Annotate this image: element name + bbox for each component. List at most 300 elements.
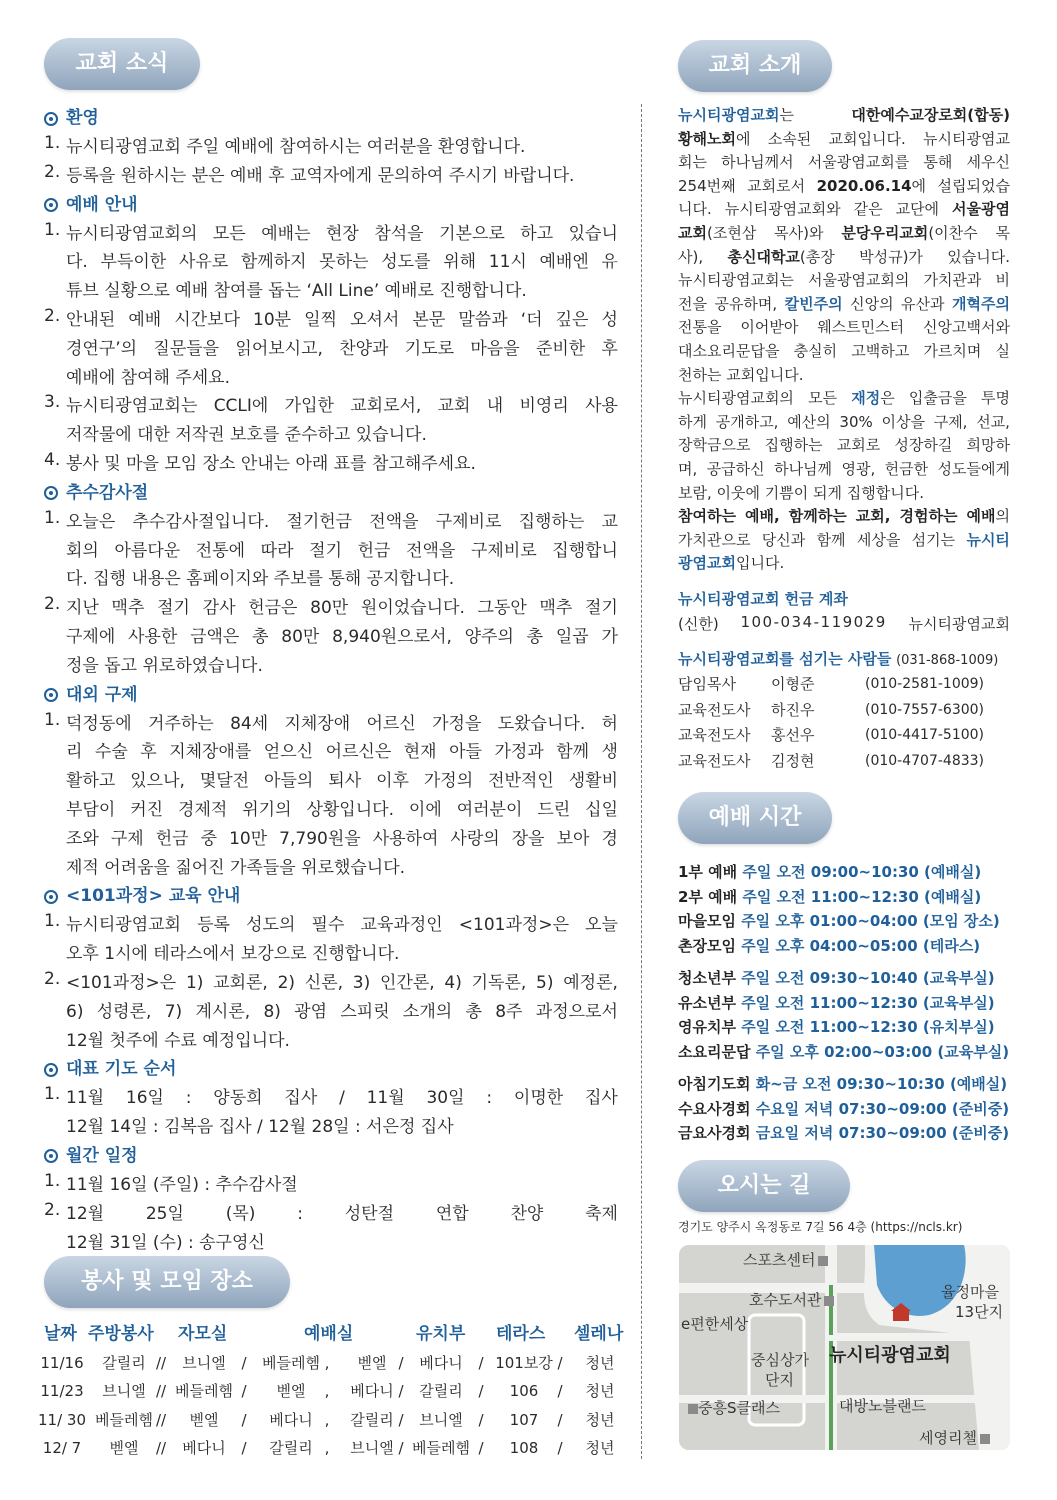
word: 어르신 [366, 713, 416, 734]
intro-text: 뉴시티광염교회와 [724, 200, 841, 219]
intro-word [938, 458, 1010, 482]
schedule-time: 주일 오전 11:00~12:30 (유치부실) [741, 1018, 995, 1036]
text-line: 오후 1시에 테라스에서 보강으로 진행합니다. [66, 944, 400, 965]
word: 다. [66, 252, 88, 273]
news-section-title [44, 104, 618, 133]
schedule-time: 금요일 저녁 07:30~09:00 (준비중) [755, 1124, 1010, 1142]
table-cell: / [478, 1439, 484, 1457]
word: 유 [601, 252, 618, 273]
word: 헌금 [155, 828, 189, 849]
word: 안내된 [66, 309, 116, 330]
word: 있으나, [130, 771, 185, 792]
word: 집행합니 [552, 540, 618, 561]
staff-title: 뉴시티광염교회를 섬기는 사람들 [678, 650, 892, 668]
intro-text: 교회로 [836, 436, 881, 455]
table-cell: 청년 [585, 1382, 615, 1400]
table-header-cell: 예배실 [304, 1324, 354, 1344]
table-cell: // [155, 1353, 167, 1372]
word: 맥추 [111, 598, 145, 619]
intro-text: 칼빈주의 [784, 294, 843, 313]
word: 80만 [310, 598, 349, 619]
word: 후 [140, 742, 157, 763]
text-line: 다. 집행 내용은 홈페이지와 주보를 통해 공지합니다. [66, 569, 455, 590]
intro-text: 예산의 [787, 412, 831, 431]
word: 회의 [66, 540, 99, 561]
intro-line [678, 198, 1010, 222]
word: 찬양과 [339, 338, 389, 359]
intro-text: 254번째 [678, 176, 736, 195]
staff-name: 김정현 [771, 751, 815, 770]
intro-word [851, 387, 894, 411]
building-icon [818, 1256, 828, 1266]
word: 퇴사 [328, 771, 362, 792]
intro-word [923, 340, 981, 364]
table-cell: / [478, 1353, 484, 1372]
news-section-title [44, 1142, 618, 1171]
item-number: 1. [44, 219, 61, 240]
word: 감사 [202, 598, 236, 619]
word: 마음을 [470, 338, 520, 359]
staff-row [678, 698, 1010, 723]
text-line: 저작물에 대한 저작권 보호를 준수하고 있습니다. [66, 425, 427, 446]
text-line [66, 248, 618, 277]
map-label-apt2: 13단지 [955, 1303, 1004, 1321]
church-intro [678, 104, 1010, 576]
staff-row [678, 723, 1010, 748]
word: 예정론, [563, 972, 618, 993]
word: 아들의 [264, 771, 314, 792]
intro-text: (조현삼 [706, 223, 757, 242]
intro-text: 교회로서 [747, 176, 806, 195]
intro-word [923, 128, 1010, 152]
date-cell: 11/16 [40, 1353, 84, 1372]
intro-text: 교회, [855, 507, 891, 526]
intro-word [714, 293, 777, 317]
table-cell: 브니엘 [182, 1353, 226, 1372]
item-text [66, 508, 618, 594]
word: 사랑의 [450, 828, 500, 849]
intro-line [678, 222, 1010, 246]
news-item [44, 1200, 618, 1258]
word: 성 [601, 309, 618, 330]
table-cell: / [241, 1382, 247, 1400]
intro-text: 전을 [678, 294, 707, 313]
word: 여러분이 [456, 799, 523, 820]
intro-word [934, 411, 968, 435]
intro-word [765, 434, 823, 458]
intro-text: 예배, [745, 507, 780, 526]
intro-text: 뉴시티광염교 [923, 129, 1010, 148]
intro-text: 목 [995, 223, 1010, 242]
table-row [44, 1434, 624, 1463]
intro-word [678, 529, 750, 553]
intro-text: 회는 [678, 153, 707, 172]
intro-text: 2020.06.14 [816, 176, 912, 195]
table-cell: 브니엘 [102, 1382, 146, 1400]
word: 구제에 [66, 626, 116, 647]
word: 그동안 [477, 598, 527, 619]
text-line: 11월 16일 (주일) : 추수감사절 [66, 1174, 298, 1195]
target-bullet-icon [44, 1149, 58, 1163]
intro-text: 재정 [851, 389, 881, 408]
news-section-title [44, 191, 618, 220]
word: 전반적인 [488, 771, 554, 792]
intro-text: 박성규)가 [859, 247, 923, 266]
intro-line [678, 316, 1010, 340]
intro-word [794, 340, 837, 364]
staff-role: 교육전도사 [678, 700, 751, 719]
schedule-name: 금요사경회 [678, 1124, 756, 1142]
word: 오셔서 [350, 309, 400, 330]
schedule-name: 1부 예배 [678, 863, 743, 881]
schedule-time: 화~금 오전 09:30~10:30 (예배실) [755, 1075, 1008, 1093]
target-bullet-icon [44, 890, 58, 904]
table-cell: / [398, 1382, 404, 1400]
table-cell: 베다니 [419, 1353, 463, 1372]
table-cell: 갈릴리 [269, 1439, 313, 1457]
word: 16일 [125, 1088, 164, 1109]
map-label-daebang: 대방노블랜드 [839, 1397, 926, 1415]
intro-text: 영광, [841, 459, 876, 478]
word: 일곱 [555, 626, 589, 647]
word: 전통에 [195, 540, 246, 561]
word: 80만 [281, 626, 320, 647]
intro-text: 교회 [678, 223, 707, 242]
staff-header [678, 648, 998, 669]
table-cell: 벧엘 [357, 1353, 387, 1372]
schedule-row [678, 1072, 1010, 1096]
building-icon [688, 1404, 698, 1414]
intro-text: 이어받아 [740, 318, 799, 337]
item-number: 4. [44, 449, 61, 470]
intro-word [678, 505, 736, 529]
table-cell: 베다니 [350, 1382, 394, 1400]
word: 교육과정인 [360, 915, 443, 936]
intro-word [678, 293, 707, 317]
word: 절기 [157, 598, 190, 619]
intro-text: 서울광염교회의 [807, 271, 910, 290]
word: 구제비로 [435, 511, 502, 532]
word: 6) [66, 1001, 84, 1022]
item-number: 1. [44, 709, 61, 730]
intro-word [966, 151, 1009, 175]
schedule-name: 영유치부 [678, 1018, 742, 1036]
word: 등록 [197, 915, 230, 936]
intro-word [678, 222, 756, 246]
map-label-center2: 단지 [765, 1371, 794, 1389]
intro-line [678, 293, 1010, 317]
intro-word [938, 175, 1010, 199]
table-cell: 베들레헴 [175, 1382, 233, 1400]
item-text [66, 1084, 618, 1142]
intro-text: 경험하는 [899, 507, 958, 526]
intro-text: 은 [880, 389, 895, 408]
text-line: 12월 첫주에 수료 예정입니다. [66, 1030, 290, 1051]
intro-word [856, 505, 891, 529]
map-label-seyoung: 세영리첼 [919, 1427, 990, 1448]
table-cell: 청년 [585, 1439, 615, 1457]
news-item [44, 162, 618, 191]
schedule-time: 주일 오전 09:00~10:30 (예배실) [742, 863, 982, 881]
text-line [66, 738, 618, 767]
table-cell: 베다니 [182, 1439, 226, 1457]
staff-role: 담임목사 [678, 675, 736, 693]
intro-word [923, 316, 1010, 340]
item-number: 2. [44, 968, 61, 989]
word: 성령론, [96, 1001, 152, 1022]
intro-text: 실 [995, 341, 1010, 360]
item-text [66, 594, 618, 680]
date-cell: 11/23 [40, 1382, 84, 1400]
table-header-cell: 유치부 [416, 1324, 466, 1344]
intro-word [747, 175, 805, 199]
word: 절기 [309, 540, 342, 561]
intro-text: 사), [678, 247, 704, 266]
intro-word [841, 458, 875, 482]
table-header-cell: 테라스 [496, 1324, 546, 1344]
text-line [66, 392, 618, 421]
staff-name: 홍선우 [771, 726, 815, 744]
word: 기독론, [471, 972, 527, 993]
table-cell: 브니엘 [350, 1439, 394, 1457]
intro-word [952, 198, 1010, 222]
word: 사용하여 [372, 828, 439, 849]
intro-word [745, 505, 780, 529]
word: 헌금 [357, 540, 391, 561]
item-text [66, 220, 618, 306]
intro-text: 가치관과 [923, 271, 982, 290]
word: 지체장애를 [169, 742, 252, 763]
table-cell: / [398, 1353, 404, 1372]
word: 가정을 [432, 713, 482, 734]
intro-text: 하나님께 [774, 459, 833, 478]
word: 지체장애 [284, 713, 351, 734]
word: 인간론, [379, 972, 435, 993]
intro-word [839, 411, 872, 435]
intro-text: 설립되었습 [937, 176, 1010, 195]
schedule-time: 주일 오전 09:30~10:40 (교육부실) [741, 969, 995, 987]
text-line: 정을 돕고 위로하였습니다. [66, 655, 263, 676]
word: 성탄절 [344, 1203, 395, 1224]
word: CCLI에 [213, 396, 269, 417]
item-text [66, 969, 618, 1055]
word: 사용 [585, 396, 618, 417]
word: 3) [352, 972, 371, 993]
intro-text: 공급하신 [706, 459, 765, 478]
news-item [44, 220, 618, 306]
intro-word [678, 269, 794, 293]
word: 총 [252, 626, 269, 647]
section-title-text: 대표 기도 순서 [66, 1059, 177, 1080]
word: 도왔습니다. [497, 713, 586, 734]
intro-header: 교회 소개 [678, 40, 832, 92]
table-header-cell: 셀레나 [574, 1324, 624, 1344]
table-cell: / [557, 1410, 563, 1429]
word: 필수 [311, 915, 345, 936]
text-line [66, 508, 618, 537]
intro-text: 며, [678, 459, 698, 478]
word: 12월 [66, 1203, 105, 1224]
text-line [66, 998, 618, 1027]
word: 성도를 [381, 252, 431, 273]
intro-text: 모든 [808, 389, 838, 408]
word: 교 [601, 511, 618, 532]
word: 예배엔 [539, 252, 589, 273]
word: 10만 [229, 828, 268, 849]
building-icon [980, 1434, 990, 1444]
word: 8) [263, 1001, 281, 1022]
intro-text: 투명 [980, 389, 1010, 408]
word: 몇달전 [199, 771, 250, 792]
word: <101과정>은 [66, 972, 177, 993]
intro-text: 교단에 [895, 200, 940, 219]
word: 시간보다 [174, 309, 240, 330]
word: 8주 [495, 1001, 523, 1022]
word: 연합 [435, 1203, 469, 1224]
schedule-row [678, 1040, 1010, 1064]
table-header-cell: 주방봉사 [88, 1324, 154, 1344]
intro-line [678, 364, 1010, 388]
word: 기도로 [404, 338, 455, 359]
intro-word [774, 458, 832, 482]
map-label-center: 중심상가 [751, 1351, 809, 1369]
schedule-row [678, 966, 1010, 990]
intro-word [817, 175, 926, 199]
word: 상황입니다. [306, 799, 394, 820]
word: 총 [465, 1001, 482, 1022]
word: 축제 [585, 1203, 618, 1224]
word: 리 [66, 742, 83, 763]
word: 기본으로 [439, 223, 505, 244]
intro-text: 공유하며, [714, 294, 778, 313]
intro-text: 천하는 교회입니다. [678, 365, 804, 384]
schedule-time: 주일 오전 11:00~12:30 (예배실) [742, 887, 982, 906]
intro-word [817, 316, 904, 340]
news-item [44, 392, 618, 450]
item-number: 3. [44, 392, 61, 413]
address: 경기도 양주시 옥정동로 7길 56 4층 (https://ncls.kr) [678, 1220, 963, 1234]
schedule-row [678, 1097, 1010, 1121]
item-number: 1. [44, 133, 61, 153]
word: 커진 [130, 799, 164, 820]
table-cell: / [557, 1382, 563, 1400]
word: 예배는 [261, 223, 311, 244]
text-line [66, 1084, 618, 1113]
intro-text: 헌금한 [884, 459, 929, 478]
intro-word [854, 198, 883, 222]
word: 성도의 [246, 915, 296, 936]
intro-text: 대소요리문답을 [678, 341, 780, 360]
schedule-name: 2부 예배 [678, 887, 743, 906]
word: 내 [486, 396, 504, 417]
intro-line [678, 411, 1010, 435]
word: 7) [164, 1001, 183, 1022]
word: 교회론, [213, 972, 268, 993]
word: 중 [200, 828, 218, 849]
word: 못하는 [319, 252, 369, 273]
intro-word [762, 529, 805, 553]
intro-word [885, 458, 928, 482]
intro-word [947, 246, 1010, 270]
word: 부득이한 [100, 252, 167, 273]
text-line [66, 220, 618, 249]
intro-text: 있습니다. [947, 247, 1010, 266]
intro-line [678, 482, 1010, 506]
intro-text: 신앙고백서와 [923, 318, 1010, 337]
text-line [66, 1200, 618, 1229]
intro-text: 입출금을 [908, 389, 967, 408]
table-header-row [44, 1320, 624, 1349]
intro-text: 뉴시티광염교회는 [678, 271, 794, 290]
word: 얻으신 [263, 742, 314, 763]
intro-word [881, 411, 924, 435]
intro-line [678, 387, 1010, 411]
intro-line [678, 269, 1010, 293]
word: 양동희 [213, 1088, 263, 1109]
word: 10분 [253, 309, 292, 330]
word: 장을 [511, 828, 545, 849]
intro-line [678, 458, 1010, 482]
column-divider [641, 104, 642, 1459]
item-number: 1. [44, 911, 61, 932]
intro-text: 비 [995, 271, 1010, 290]
word: 함께 [556, 742, 590, 763]
news-section-title [44, 681, 618, 710]
intro-text: 이상을 [881, 412, 925, 431]
intro-text: (총장 [799, 247, 835, 266]
intro-word [859, 246, 923, 270]
item-text [66, 1171, 618, 1200]
item-number: 1. [44, 507, 61, 528]
word: 전액을 [406, 540, 456, 561]
table-cell: 베들레헴 [262, 1353, 320, 1372]
staff-phone: (010-7557-6300) [865, 701, 985, 718]
intro-text: 니다. [678, 200, 712, 219]
intro-word [727, 246, 834, 270]
text-line [66, 537, 618, 566]
schedule-name: 청소년부 [678, 969, 742, 987]
table-row [38, 1406, 624, 1435]
intro-word [817, 529, 846, 553]
table-cell: , [324, 1382, 330, 1400]
table-cell: , [324, 1439, 330, 1457]
item-number: 1. [44, 1170, 61, 1191]
intro-word [900, 505, 958, 529]
word: 읽어보시고, [235, 338, 323, 359]
account-info [678, 613, 1010, 634]
word: 헌금은 [248, 598, 298, 619]
word: 준비한 [535, 338, 586, 359]
word: 질문들을 [153, 338, 220, 359]
intro-text: 소속된 [767, 129, 812, 148]
table-cell: , [324, 1353, 330, 1372]
word: 11월 [66, 1088, 105, 1109]
item-text [66, 911, 618, 969]
intro-word [995, 269, 1010, 293]
intro-word [678, 434, 750, 458]
text-line [66, 825, 618, 854]
table-cell: 브니엘 [419, 1410, 463, 1429]
map-label-library: 호수도서관 [749, 1289, 834, 1310]
word: 맥추 [539, 598, 573, 619]
word: 아름다운 [114, 540, 181, 561]
table-cell: / [478, 1382, 484, 1400]
word: 교회로서, [350, 396, 422, 417]
word: 활하고 [66, 771, 116, 792]
word: 사용한 [128, 626, 178, 647]
item-text [66, 306, 618, 392]
intro-text: 고백하고 [851, 341, 910, 360]
